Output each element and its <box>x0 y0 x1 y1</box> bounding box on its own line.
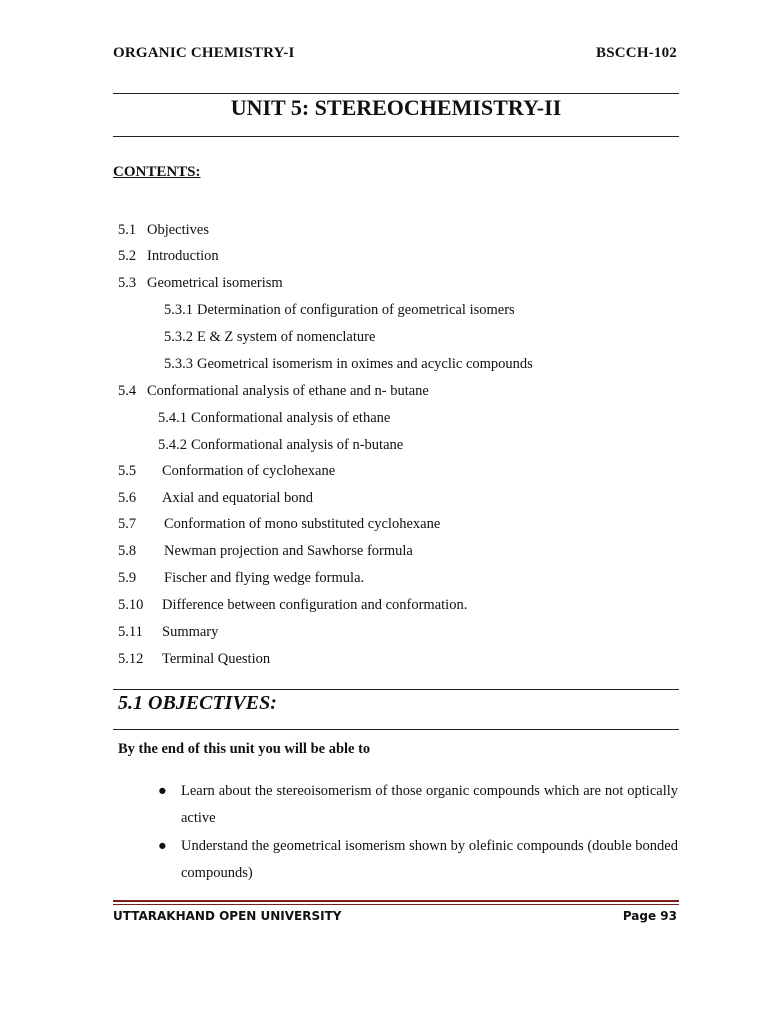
toc-number: 5.8 <box>118 543 137 559</box>
toc-number: 5.10 <box>118 597 144 613</box>
toc-item <box>118 651 270 668</box>
toc-title: Conformational analysis of n-butane <box>191 437 404 453</box>
toc-item <box>164 302 515 319</box>
toc-title: Determination of configuration of geometrical isomers <box>197 302 515 318</box>
toc-number: 5.7 <box>118 516 137 532</box>
toc-number: 5.4.1 <box>158 410 187 426</box>
toc-number: 5.1 <box>118 222 137 238</box>
toc-item <box>118 463 335 480</box>
toc-item <box>164 356 533 373</box>
section-heading: 5.1 OBJECTIVES: <box>118 692 277 714</box>
toc-title: Fischer and flying wedge formula. <box>164 570 365 586</box>
section-rule-bottom <box>113 729 679 730</box>
toc-title: Objectives <box>147 222 210 238</box>
toc-item <box>118 383 429 400</box>
toc-title: Introduction <box>147 248 219 264</box>
toc-number: 5.4.2 <box>158 437 187 453</box>
toc-item <box>118 624 218 641</box>
section-rule-top <box>113 689 679 690</box>
contents-heading: CONTENTS: <box>113 164 201 180</box>
footer-rule-thick <box>113 900 679 902</box>
toc-title: Geometrical isomerism in oximes and acyclic compounds <box>197 356 533 372</box>
toc-title: Terminal Question <box>162 651 271 667</box>
toc-title: Difference between configuration and conformation. <box>162 597 468 613</box>
toc-title: Axial and equatorial bond <box>162 490 313 506</box>
list-item <box>158 833 678 889</box>
toc-title: Newman projection and Sawhorse formula <box>164 543 413 559</box>
toc-title: Conformational analysis of ethane and n- butane <box>147 383 429 399</box>
toc-number: 5.3.2 <box>164 329 193 345</box>
list-item-text: Understand the geometrical isomerism shown by olefinic compounds (double bonded compounds) <box>181 838 678 881</box>
section-lead-text: By the end of this unit you will be able to <box>118 741 371 757</box>
bullet-icon: ● <box>158 838 167 854</box>
running-header-code: BSCCH-102 <box>596 45 677 61</box>
toc-item <box>118 543 413 560</box>
toc-title: E & Z system of nomenclature <box>197 329 376 345</box>
footer-university: UTTARAKHAND OPEN UNIVERSITY <box>113 909 342 923</box>
toc-title: Geometrical isomerism <box>147 275 283 291</box>
toc-title: Conformational analysis of ethane <box>191 410 391 426</box>
toc-item <box>164 329 375 346</box>
toc-item <box>118 516 440 533</box>
list-item-text: Learn about the stereoisomerism of those organic compounds which are not optically active <box>181 783 678 826</box>
list-item <box>158 778 678 834</box>
title-rule-top <box>113 93 679 94</box>
toc-number: 5.3 <box>118 275 137 291</box>
toc-title: Conformation of cyclohexane <box>162 463 336 479</box>
toc-number: 5.6 <box>118 490 137 506</box>
toc-item <box>158 410 390 427</box>
footer-page-number: Page 93 <box>622 909 677 923</box>
toc-number: 5.12 <box>118 651 144 667</box>
toc-item <box>118 275 283 292</box>
toc-item <box>118 570 364 587</box>
toc-number: 5.9 <box>118 570 137 586</box>
bullet-icon: ● <box>158 783 167 799</box>
toc-number: 5.3.1 <box>164 302 193 318</box>
toc-item <box>158 437 403 454</box>
toc-item <box>118 222 209 239</box>
toc-item <box>118 490 313 507</box>
toc-number: 5.4 <box>118 383 137 399</box>
toc-title: Summary <box>162 624 219 640</box>
toc-item <box>118 248 219 265</box>
running-header-course: ORGANIC CHEMISTRY-I <box>113 45 295 61</box>
unit-title: UNIT 5: STEREOCHEMISTRY-II <box>230 95 562 120</box>
toc-number: 5.2 <box>118 248 137 264</box>
toc-number: 5.5 <box>118 463 137 479</box>
toc-number: 5.3.3 <box>164 356 193 372</box>
footer-rule-thin <box>113 904 679 905</box>
title-rule-bottom <box>113 136 679 137</box>
toc-title: Conformation of mono substituted cyclohexane <box>164 516 441 532</box>
toc-item <box>118 597 467 614</box>
toc-number: 5.11 <box>118 624 143 640</box>
